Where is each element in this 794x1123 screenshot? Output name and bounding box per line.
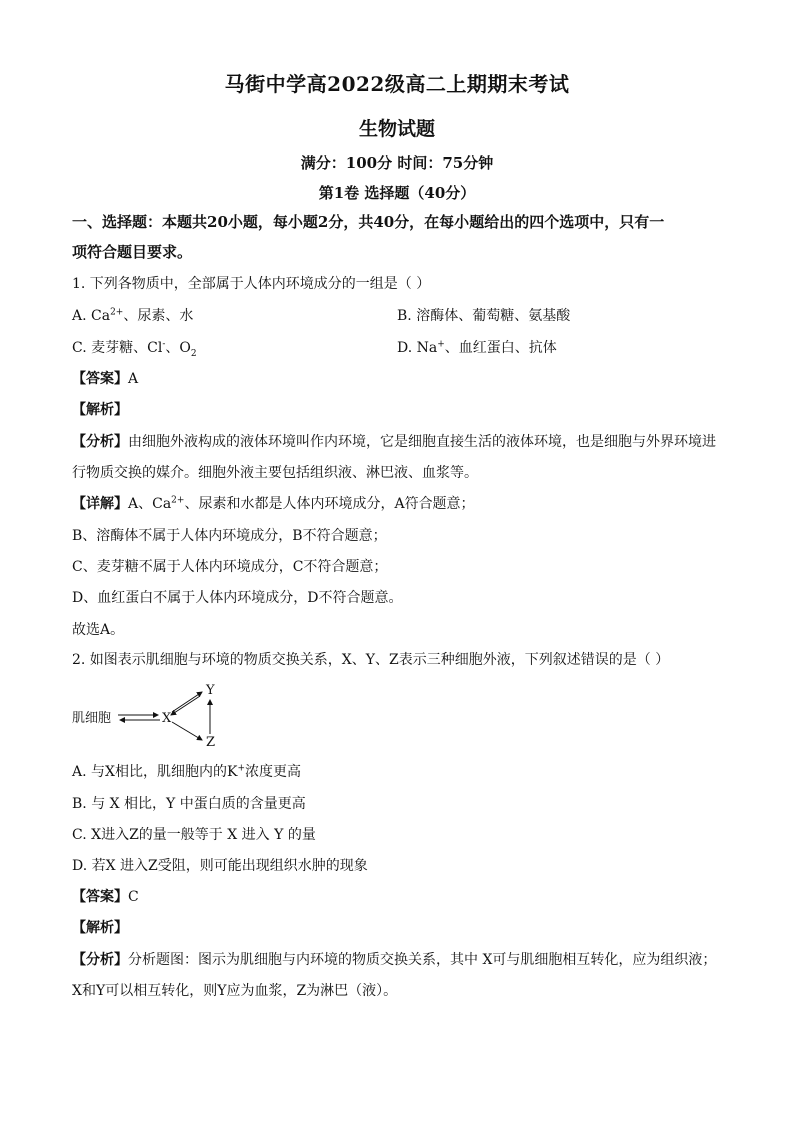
q1-detail-b: B、溶酶体不属于人体内环境成分，B不符合题意；: [72, 528, 387, 544]
q1-option-a-rest: 、尿素、水: [123, 308, 194, 324]
q2-option-a: [72, 762, 722, 782]
q1-option-a-sup: 2+: [110, 307, 124, 318]
diagram-z-label: Z: [206, 735, 216, 750]
q1-option-c-prefix: C. 麦芽糖、Cl: [72, 340, 163, 356]
q2-option-c: C. X进入Z的量一般等于 X 进入 Y 的量: [72, 827, 316, 843]
q1-detail-a-prefix: A、Ca: [128, 496, 172, 512]
q1-analysis-label: [72, 400, 722, 420]
arrow-x-to-y: [172, 692, 202, 712]
q1-detail-a-rest: 、尿素和水都是人体内环境成分，A符合题意；: [184, 496, 475, 512]
q1-option-a: [72, 306, 392, 326]
q2-analysis-label: [72, 918, 722, 938]
q1-answer-value: A: [128, 371, 139, 387]
q2-fenxi-label: 【分析】: [72, 952, 128, 968]
q1-option-d: [397, 338, 727, 358]
q1-detail-a-sup: 2+: [171, 495, 185, 506]
q2-fenxi-line-2: X和Y可以相互转化，则Y应为血浆，Z为淋巴（液）。: [72, 983, 398, 999]
q1-fenxi-line-2: 行物质交换的媒介。细胞外液主要包括组织液、淋巴液、血浆等。: [72, 465, 478, 481]
section-heading: 第1卷 选择题（40分）: [318, 184, 476, 202]
q2-option-a-prefix: A. 与X相比，肌细胞内的K: [72, 764, 238, 780]
q1-stem: 1. 下列各物质中，全部属于人体内环境成分的一组是（ ）: [72, 276, 431, 292]
q2-option-a-rest: 浓度更高: [244, 764, 301, 780]
q1-detail-d: D、血红蛋白不属于人体内环境成分，D不符合题意。: [72, 590, 403, 606]
arrow-y-to-x: [171, 696, 200, 715]
q1-option-c: [72, 338, 392, 358]
q2-diagram: [72, 682, 232, 752]
q1-fenxi-line-1: [72, 432, 722, 452]
q1-fenxi-label: 【分析】: [72, 434, 128, 450]
q1-option-c-sub: 2: [190, 348, 197, 359]
q2-stem: 2. 如图表示肌细胞与环境的物质交换关系，X、Y、Z表示三种细胞外液，下列叙述错误的是（ ）: [72, 652, 670, 668]
q2-answer-label: 【答案】: [72, 889, 128, 905]
exam-meta: 满分：100分 时间：75分钟: [300, 154, 494, 172]
q1-option-b: B. 溶酶体、葡萄糖、氨基酸: [397, 308, 571, 324]
q2-option-a-sup: +: [237, 763, 245, 774]
q2-option-b: B. 与 X 相比，Y 中蛋白质的含量更高: [72, 796, 306, 812]
instructions-line-1: 一、选择题：本题共20小题，每小题2分，共40分，在每小题给出的四个选项中，只有一: [72, 213, 665, 231]
q1-answer: [72, 369, 722, 389]
q1-answer-label: 【答案】: [72, 371, 128, 387]
q2-answer: [72, 887, 722, 907]
q1-option-d-rest: 、血红蛋白、抗体: [444, 340, 557, 356]
diagram-cell-label: 肌细胞: [72, 711, 112, 726]
arrow-x-to-z: [172, 722, 202, 740]
q2-answer-value: C: [128, 889, 139, 905]
q1-option-c-sup: -: [162, 339, 166, 350]
diagram-y-label: Y: [206, 683, 215, 698]
exam-subtitle: 生物试题: [358, 118, 435, 140]
q1-option-d-prefix: D. Na: [397, 340, 438, 356]
exam-title: 马街中学高2022级高二上期期末考试: [224, 72, 570, 96]
q1-detail-c: C、麦芽糖不属于人体内环境成分，C不符合题意；: [72, 559, 388, 575]
q1-analysis-label-text: 【解析】: [72, 402, 128, 418]
q2-option-d: D. 若X 进入Z受阻，则可能出现组织水肿的现象: [72, 858, 368, 874]
q1-option-c-mid: 、O: [165, 340, 191, 356]
diagram-x-label: X: [162, 711, 172, 726]
q1-conclusion: 故选A。: [72, 622, 125, 638]
q2-fenxi-line-1: [72, 950, 722, 970]
q1-xiangjie-label: 【详解】: [72, 496, 128, 512]
q1-option-a-prefix: A. Ca: [72, 308, 111, 324]
q2-analysis-label-text: 【解析】: [72, 920, 128, 936]
q2-fenxi-text-1: 分析题图：图示为肌细胞与内环境的物质交换关系，其中 X可与肌细胞相互转化，应为组织液；: [128, 952, 717, 968]
q1-detail-a: [72, 494, 722, 514]
instructions-line-2: 项符合题目要求。: [72, 243, 193, 261]
q1-option-d-sup: +: [437, 339, 445, 350]
q1-fenxi-text-1: 由细胞外液构成的液体环境叫作内环境，它是细胞直接生活的液体环境，也是细胞与外界环境进: [128, 434, 716, 450]
